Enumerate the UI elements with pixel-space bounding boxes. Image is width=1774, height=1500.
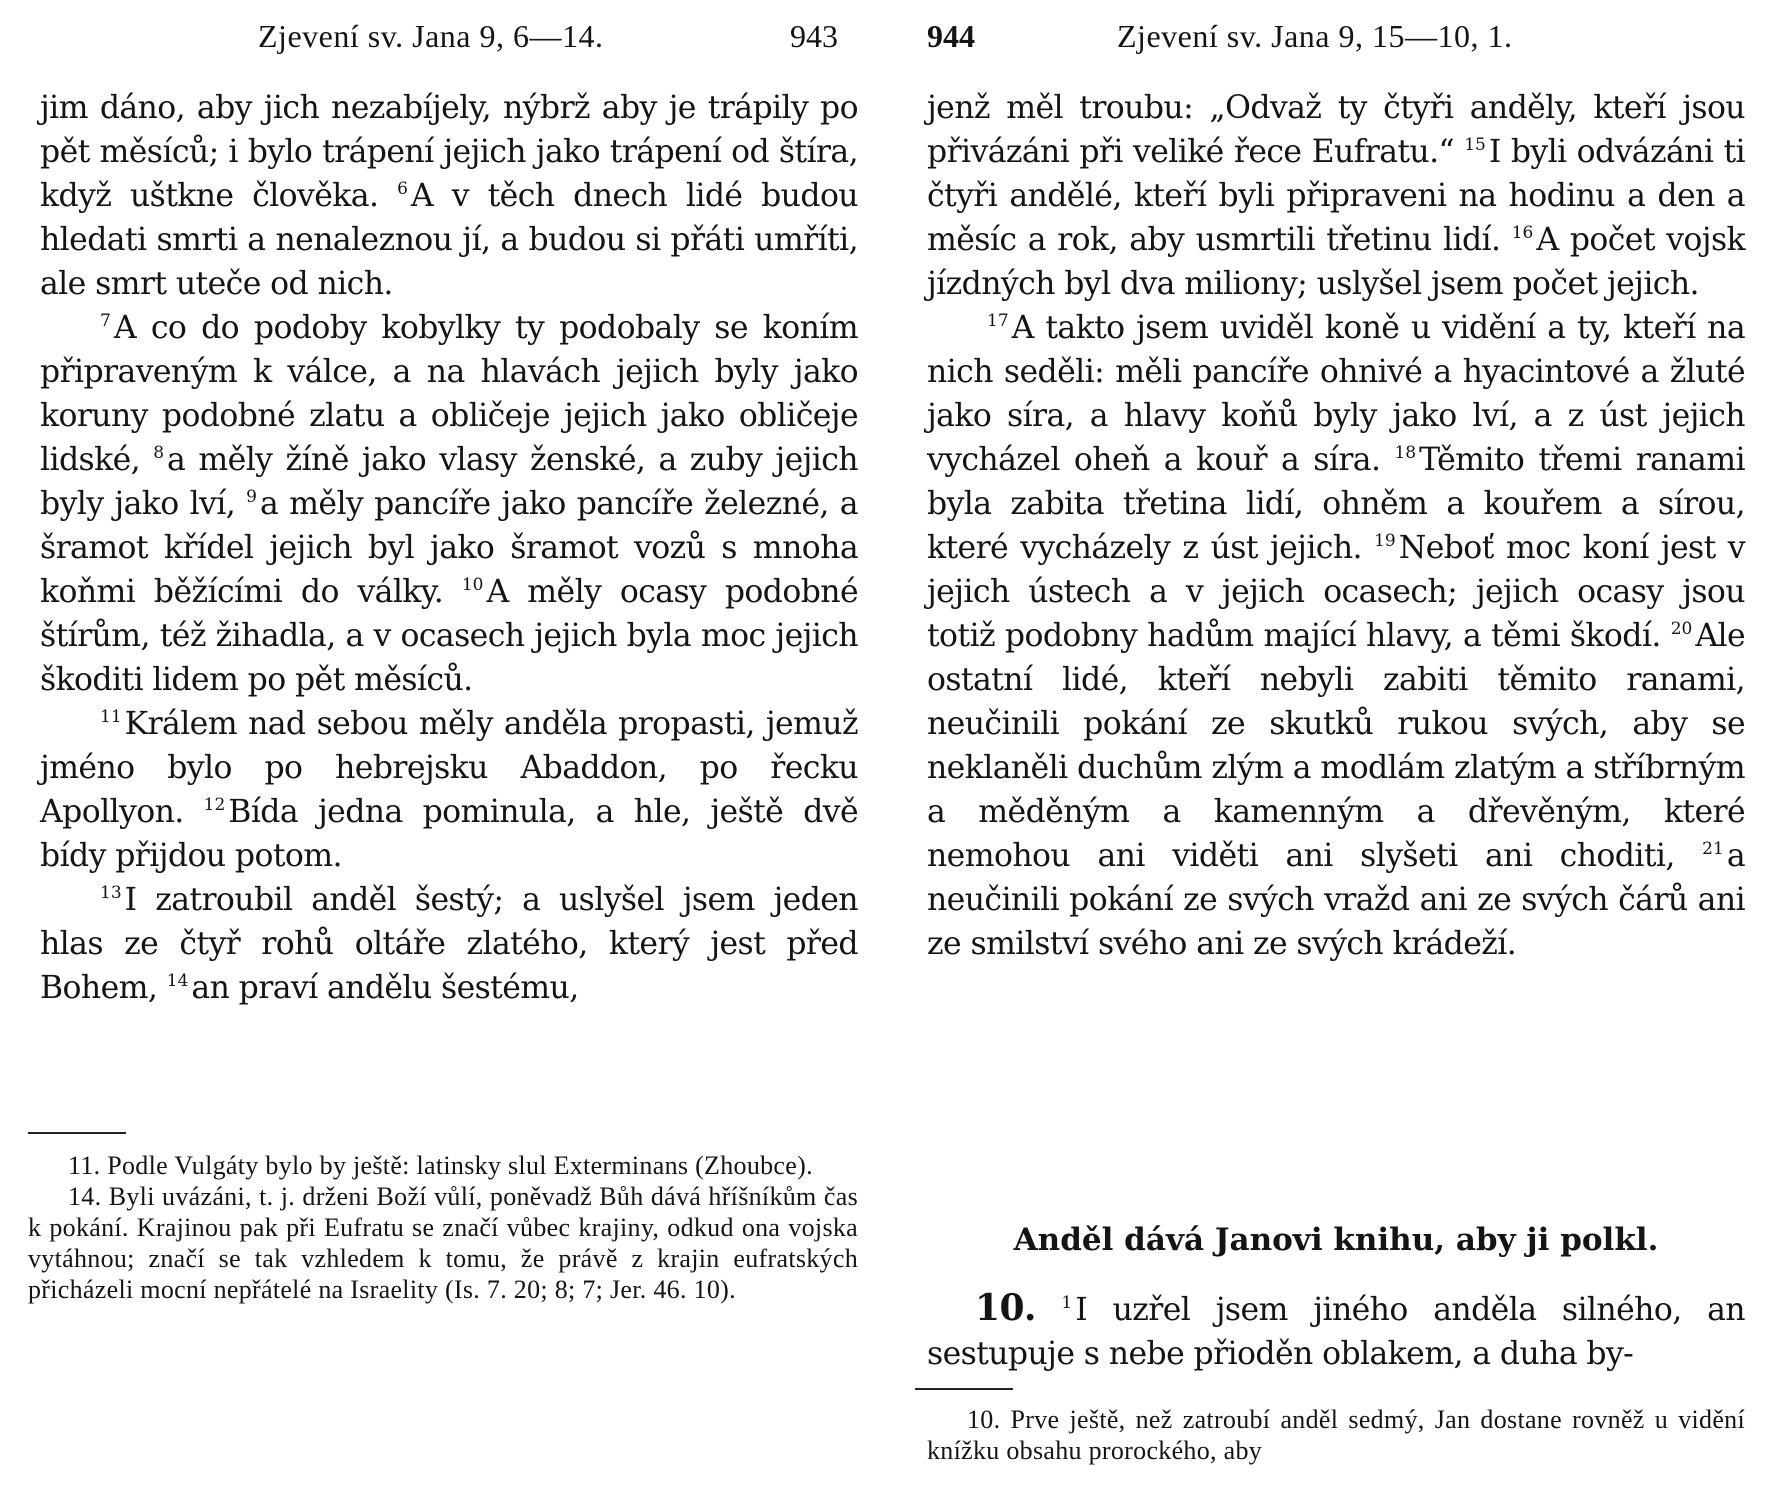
verse-text: Bída jedna pominula, a hle, ještě dvě bídy přijdou potom.: [40, 794, 858, 874]
verse-text: I byli odvázáni ti čtyři andělé, kteří byli připraveni na hodinu a den a měsíc a rok, aby usmrtili třetinu lidí.: [927, 134, 1745, 258]
paragraph: [927, 306, 1745, 966]
footnote: 14. Byli uvázáni, t. j. drženi Boží vůlí, poněvadž Bůh dává hříšníkům čas k pokání. Krajinou pak při Eufratu se značí vůbec krajiny, odkud ona vojska vytáhnou; značí se tak vzhledem k tomu, že právě z krajin eufratských přicházeli mocní nepřátelé na Israelity (Is. 7. 20; 8; 7; Jer. 46. 10).: [28, 1182, 858, 1304]
verse-text: Neboť moc koní jest v jejich ústech a v jejich ocasech; jejich ocasy jsou totiž podobny hadům mající hlavy, a těmi škodí.: [927, 530, 1745, 654]
right-header-title: Zjevení sv. Jana 9, 15—10, 1.: [1117, 18, 1513, 54]
verse-number: 21: [1702, 839, 1724, 859]
verse-text: an praví andělu šestému,: [191, 970, 579, 1006]
verse-number: 10: [461, 575, 484, 595]
verse-number: 8: [153, 443, 165, 463]
verse-number: 14: [166, 971, 189, 991]
verse-text: A počet vojsk jízdných byl dva miliony; uslyšel jsem počet jejich.: [927, 222, 1745, 302]
left-footnotes: [28, 1150, 858, 1305]
right-footnote-rule: [915, 1388, 1013, 1390]
verse-text: jenž měl troubu: „Odvaž ty čtyři anděly, kteří jsou přivázáni při veliké řece Eufratu.“: [927, 90, 1745, 170]
verse-number: 12: [203, 795, 226, 815]
left-header-title: Zjevení sv. Jana 9, 6—14.: [258, 18, 604, 54]
verse-number: 17: [987, 311, 1009, 331]
verse-text: a neučinili pokání ze svých vražd ani ze svých čárů ani ze smilství svého ani ze svých krádeží.: [927, 838, 1745, 962]
verse-text: jim dáno, aby jich nezabíjely, nýbrž aby je trápily po pět měsíců; i bylo trápení jejich jako trápení od štíra, když uštkne člověka.: [40, 90, 858, 214]
paragraph: [40, 86, 858, 306]
verse-number: 6: [397, 179, 408, 199]
footnote: 10. Prve ještě, než zatroubí anděl sedmý, Jan dostane rovněž u vidění knížku obsahu prorockého, aby: [927, 1405, 1745, 1465]
chapter-number: 10.: [975, 1287, 1036, 1329]
left-footnote-rule: [28, 1132, 126, 1134]
right-header-page-number: 944: [927, 18, 975, 54]
verse-number: 7: [100, 311, 111, 331]
verse-text: a měly pancíře jako pancíře železné, a šramot křídel jejich byl jako šramot vozů s mnoha koňmi běžícími do války.: [40, 486, 858, 610]
verse-text: a měly žíně jako vlasy ženské, a zuby jejich byly jako lví,: [40, 442, 858, 522]
verse-text: A měly ocasy podobné štírům, též žihadla, a v ocasech jejich byla moc jejich škoditi lidem po pět měsíců.: [40, 574, 859, 698]
chapter-opening: [927, 1286, 1745, 1376]
verse-text: Králem nad sebou měly anděla propasti, jemuž jméno bylo po hebrejsku Abaddon, po řecku Apollyon.: [40, 706, 858, 830]
verse-text: A co do podoby kobylky ty podobaly se koním připraveným k válce, a na hlavách jejich byly jako koruny podobné zlatu a obličeje jejich jako obličeje lidské,: [40, 310, 858, 478]
verse-number: 11: [100, 707, 122, 727]
verse-text: A v těch dnech lidé budou hledati smrti a nenaleznou jí, a budou si přáti umříti, ale smrt uteče od nich.: [40, 178, 858, 302]
right-page: [887, 0, 1774, 1500]
right-body-text: [927, 86, 1745, 1186]
verse-number: 9: [246, 487, 257, 507]
verse-text: I zatroubil anděl šestý; a uslyšel jsem jeden hlas ze čtyř rohů oltáře zlatého, který jest před Bohem,: [40, 882, 858, 1006]
left-page-header: [0, 16, 887, 56]
verse-number: 15: [1464, 135, 1486, 155]
paragraph: [927, 86, 1745, 306]
right-footnotes: [927, 1404, 1745, 1466]
verse-number: 18: [1394, 443, 1417, 463]
left-header-page-number: 943: [790, 18, 838, 54]
verse-number: 20: [1670, 619, 1693, 639]
paragraph: [40, 878, 858, 1010]
right-page-header: [887, 16, 1774, 56]
verse-number: 1: [1061, 1293, 1073, 1313]
verse-number: 16: [1511, 223, 1534, 243]
verse-number: 13: [100, 883, 122, 903]
paragraph: [40, 306, 858, 702]
chapter-verse-text: I uzřel jsem jiného anděla silného, an sestupuje s nebe přioděn oblakem, a duha by-: [927, 1292, 1745, 1372]
verse-text: Ale ostatní lidé, kteří nebyli zabiti těmito ranami, neučinili pokání ze skutků rukou svých, aby se neklaněli duchům zlým a modlám zlatým a stříbrným a měděným a kamenným a dřevěným, které nemohou ani viděti ani slyšeti ani choditi,: [927, 618, 1745, 874]
verse-number: 19: [1374, 531, 1396, 551]
left-body-text: [40, 86, 858, 1086]
verse-text: A takto jsem uviděl koně u vidění a ty, kteří na nich seděli: měli pancíře ohnivé a hyacintové a žluté jako síra, a hlavy koňů byly jako lví, a z úst jejich vycházel oheň a kouř a síra.: [927, 310, 1745, 478]
paragraph: [40, 702, 858, 878]
verse-text: Těmito třemi ranami byla zabita třetina lidí, ohněm a kouřem a sírou, které vycházely z úst jejich.: [927, 442, 1745, 566]
section-heading: Anděl dává Janovi knihu, aby ji polkl.: [1013, 1222, 1659, 1258]
footnote: 11. Podle Vulgáty bylo by ještě: latinsky slul Exterminans (Zhoubce).: [68, 1151, 813, 1180]
